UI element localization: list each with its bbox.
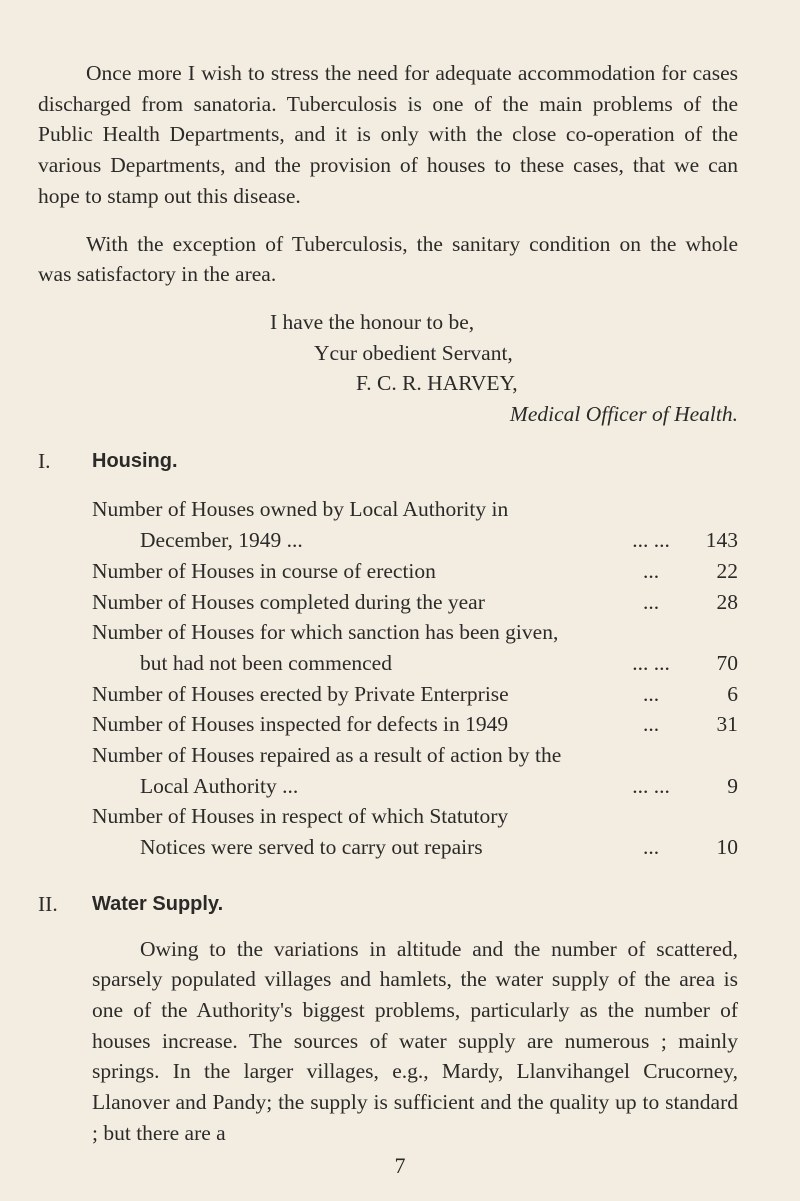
- row-value: 6: [727, 681, 738, 706]
- signature-line-2: Ycur obedient Servant,: [314, 340, 513, 365]
- intro-paragraph-1: Once more I wish to stress the need for adequate accommodation for cases discharged from sanatoria. Tuberculosis is one of the main problems of the Public Health Departments, and it is only with the close co-operation of the various Departments, and the provision of houses to these cases, that we can hope to stamp out this disease.: [38, 61, 738, 208]
- row-leader: ...: [642, 835, 660, 860]
- housing-heading: [38, 446, 738, 477]
- page-number: 7: [394, 1153, 406, 1178]
- row-value: 10: [716, 835, 738, 860]
- row-label-cont: Local Authority ...: [140, 773, 299, 798]
- row-label: Number of Houses for which sanction has been given,: [92, 620, 559, 645]
- row-leader: ...: [642, 681, 660, 706]
- page-body: [38, 58, 738, 1170]
- row-label: Number of Houses repaired as a result of action by the: [92, 743, 562, 768]
- table-row: [92, 679, 738, 710]
- table-row: [92, 617, 738, 678]
- row-label: Number of Houses completed during the year: [92, 589, 485, 614]
- row-value: 70: [716, 650, 738, 675]
- row-label-cont: Notices were served to carry out repairs: [140, 835, 483, 860]
- row-label: Number of Houses in course of erection: [92, 558, 436, 583]
- row-value: 22: [716, 558, 738, 583]
- signature-line-1: I have the honour to be,: [270, 309, 475, 334]
- row-leader: ...: [642, 712, 660, 737]
- intro-paragraph-2: With the exception of Tuberculosis, the sanitary condition on the whole was satisfactory in the area.: [38, 231, 738, 287]
- row-label: Number of Houses erected by Private Enterprise: [92, 681, 509, 706]
- row-label: Number of Houses owned by Local Authority in: [92, 497, 509, 522]
- row-leader: ... ...: [632, 528, 670, 553]
- signature-name: F. C. R. HARVEY,: [356, 371, 518, 396]
- row-value: 143: [705, 528, 738, 553]
- table-row: [92, 709, 738, 740]
- row-leader: ... ...: [632, 773, 670, 798]
- row-value: 31: [716, 712, 738, 737]
- row-label-cont: but had not been commenced: [140, 650, 392, 675]
- row-label: Number of Houses in respect of which Statutory: [92, 804, 509, 829]
- table-row: [92, 740, 738, 801]
- water-section-number: II.: [38, 891, 58, 916]
- row-label-cont: December, 1949 ...: [140, 528, 303, 553]
- signature-block: [38, 307, 738, 430]
- water-paragraph: Owing to the variations in altitude and the number of scattered, sparsely populated villages and hamlets, the water supply of the area is one of the Authority's biggest problems, particularly as the number of houses increase. The sources of water supply are numerous ; mainly springs. In the larger villages, e.g., Mardy, Llanvihangel Crucorney, Llanover and Pandy; the supply is sufficient and the quality up to standard ; but there are a: [92, 936, 738, 1145]
- row-leader: ...: [642, 589, 660, 614]
- row-leader: ...: [642, 558, 660, 583]
- signature-title: Medical Officer of Health.: [509, 402, 738, 427]
- table-row: [92, 801, 738, 862]
- row-label: Number of Houses inspected for defects in 1949: [92, 712, 509, 737]
- row-value: 9: [727, 773, 738, 798]
- table-row: [92, 556, 738, 587]
- table-row: [92, 494, 738, 555]
- water-heading: [38, 889, 738, 920]
- table-row: [92, 587, 738, 618]
- row-value: 28: [716, 589, 738, 614]
- housing-section-title: Housing.: [92, 449, 178, 472]
- water-section-title: Water Supply.: [92, 892, 224, 915]
- housing-section-number: I.: [38, 448, 51, 473]
- housing-table: [38, 494, 738, 862]
- row-leader: ... ...: [632, 650, 670, 675]
